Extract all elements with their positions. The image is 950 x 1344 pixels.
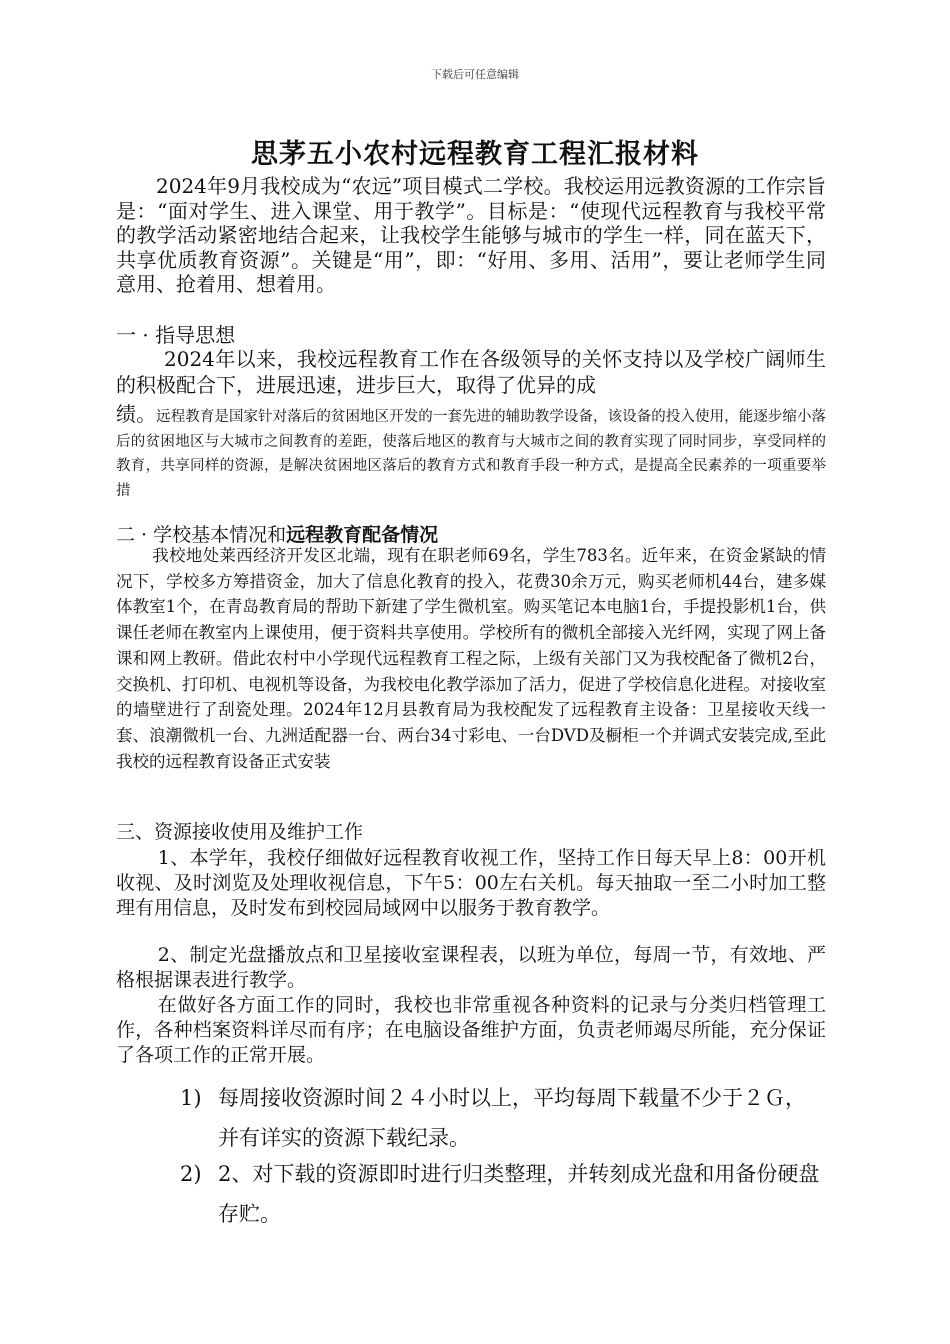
resource-work-paragraph-2: 2、制定光盘播放点和卫星接收室课程表，以班为单位，每周一节，有效地、严格根据课表进行教学。 [116,944,826,991]
page-header: 下载后可任意编辑 [431,68,519,81]
guiding-ideology-body: 远程教育是国家针对落后的贫困地区开发的一套先进的辅助教学设备，该设备的投入使用，能逐步缩小落后的贫困地区与大城市之间教育的差距，使落后地区的教育与大城市之间的教育实现了同时同步，享受同样的教育，共享同样的资源，是解决贫困地区落后的教育方式和教育手段一种方式，是提高全民素养的一项重要举措 [116,409,827,499]
section-heading-guiding-ideology: 一 · 指导思想 [116,323,236,347]
school-info-heading-bold: 远程教育配备情况 [286,524,439,546]
resource-work-paragraph-3: 在做好各方面工作的同时，我校也非常重视各种资料的记录与分类归档管理工作，各种档案资料详尽而有序；在电脑设备维护方面，负责老师竭尽所能，充分保证了各项工作的正常开展。 [116,994,826,1066]
intro-paragraph: 2024年9月我校成为“农远”项目模式二学校。我校运用远教资源的工作宗旨是：“面对学生、进入课堂、用于教学”。目标是：“使现代远程教育与我校平常的教学活动紧密地结合起来，让我校学生能够与城市的学生一样，同在蓝天下，共享优质教育资源”。关键是“用”，即：“好用、多用、活用”，要让老师学生同意用、抢着用、想着用。 [116,174,826,296]
document-title: 思茅五小农村远程教育工程汇报材料 [251,139,699,170]
list-item-text: 每周接收资源时间２４小时以上，平均每周下载量不少于２Ｇ，并有详实的资源下载纪录。 [218,1086,806,1150]
list-item-number: 2) [180,1162,202,1186]
list-item [180,1154,820,1234]
school-info-heading-plain: 二 · 学校基本情况和 [116,524,287,546]
school-info-paragraph: 我校地处莱西经济开发区北端，现有在职老师69名，学生783名。近年来，在资金紧缺的情况下，学校多方筹措资金，加大了信息化教育的投入，花费30余万元，购买老师机44台，建多媒体教室1个，在青岛教育局的帮助下新建了学生微机室。购买笔记本电脑1台，手提投影机1台，供课任老师在教室内上课使用，便于资料共享使用。学校所有的微机全部接入光纤网，实现了网上备课和网上教研。借此农村中小学现代远程教育工程之际，上级有关部门又为我校配备了微机2台，交换机、打印机、电视机等设备，为我校电化教学添加了活力，促进了学校信息化进程。对接收室的墙壁进行了刮瓷处理。2024年12月县教育局为我校配发了远程教育主设备：卫星接收天线一套、浪潮微机一台、九洲适配器一台、两台34寸彩电、一台DVD及橱柜一个并调式安装完成,至此我校的远程教育设备正式安装 [116,546,826,771]
section-heading-resource-work: 三、资源接收使用及维护工作 [116,821,364,843]
resource-work-paragraph-1: 1、本学年，我校仔细做好远程教育收视工作，坚持工作日每天早上8：00开机收视、及时浏览及处理收视信息，下午5：00左右关机。每天抽取一至二小时加工整理有用信息，及时发布到校园局域网中以服务于教育教学。 [116,847,826,919]
guiding-ideology-paragraph-small [116,402,826,503]
guiding-ideology-tail: 绩。 [116,402,157,426]
list-item-number: 1) [180,1086,202,1110]
list-item-text: 2、对下载的资源即时进行归类整理，并转刻成光盘和用备份硬盘存贮。 [218,1162,820,1226]
list-item [180,1078,820,1158]
guiding-ideology-paragraph: 2024年以来，我校远程教育工作在各级领导的关怀支持以及学校广阔师生的积极配合下，进展迅速，进步巨大，取得了优异的成 [116,347,826,397]
